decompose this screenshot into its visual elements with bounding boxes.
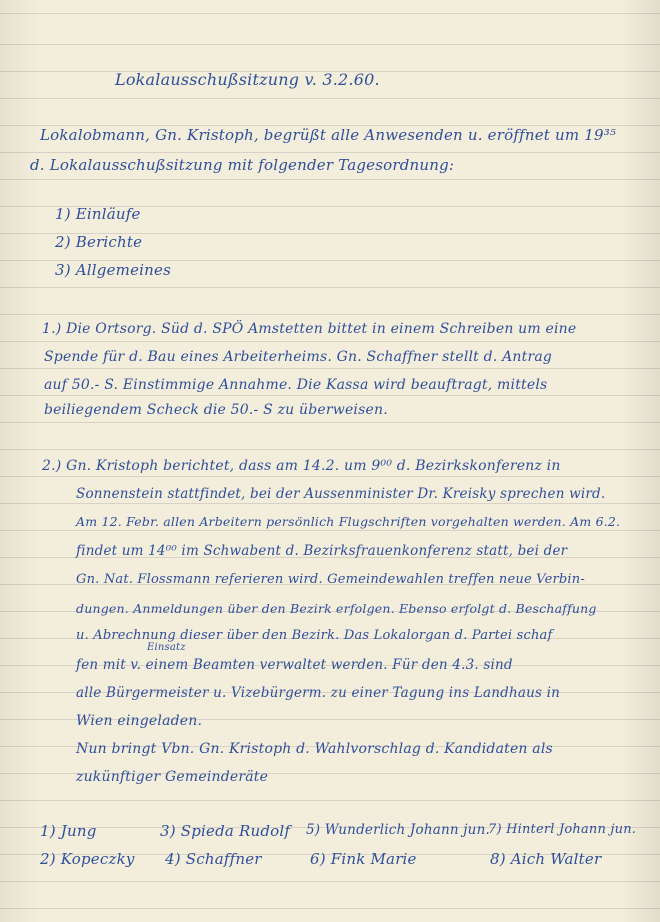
insertion-note: Einsatz (147, 642, 186, 653)
section2-line-5: Gn. Nat. Flossmann referieren wird. Gemeindewahlen treffen neue Verbin- (76, 572, 585, 587)
section2-line-8: fen mit v. einem Beamten verwaltet werden. Für den 4.3. sind (76, 657, 513, 673)
section2-line-7: u. Abrechnung dieser über den Bezirk. Das Lokalorgan d. Partei schaf (76, 628, 553, 643)
section2-line-1: 2.) Gn. Kristoph berichtet, dass am 14.2. um 9⁰⁰ d. Bezirkskonferenz in (42, 458, 561, 474)
section1-line-3: auf 50.- S. Einstimmige Annahme. Die Kassa wird beauftragt, mittels (44, 377, 548, 393)
candidate-1: 1) Jung (40, 822, 97, 840)
section2-line-11: Nun bringt Vbn. Gn. Kristoph d. Wahlvorschlag d. Kandidaten als (76, 741, 553, 757)
section2-line-6: dungen. Anmeldungen über den Bezirk erfolgen. Ebenso erfolgt d. Beschaffung (76, 601, 597, 616)
section1-line-2: Spende für d. Bau eines Arbeiterheims. Gn. Schaffner stellt d. Antrag (44, 349, 553, 365)
agenda-item-1: 1) Einläufe (55, 205, 141, 223)
section1-line-1: 1.) Die Ortsorg. Süd d. SPÖ Amstetten bittet in einem Schreiben um eine (42, 321, 577, 337)
section2-line-10: Wien eingeladen. (76, 713, 203, 729)
intro-line-1: Lokalobmann, Gn. Kristoph, begrüßt alle Anwesenden u. eröffnet um 19³⁵ (40, 126, 617, 144)
section2-line-4: findet um 14⁰⁰ im Schwabent d. Bezirksfrauenkonferenz statt, bei der (76, 543, 568, 559)
agenda-item-2: 2) Berichte (55, 233, 143, 251)
candidate-2: 2) Kopeczky (40, 850, 135, 868)
section2-line-3: Am 12. Febr. allen Arbeitern persönlich Flugschriften vorgehalten werden. Am 6.2. (76, 514, 621, 529)
agenda-item-3: 3) Allgemeines (55, 261, 172, 279)
candidate-3: 3) Spieda Rudolf (160, 822, 291, 840)
intro-line-2: d. Lokalausschußsitzung mit folgender Tagesordnung: (30, 156, 455, 174)
candidate-8: 8) Aich Walter (490, 850, 602, 868)
section2-line-9: alle Bürgermeister u. Vizebürgerm. zu einer Tagung ins Landhaus in (76, 685, 561, 701)
candidate-4: 4) Schaffner (165, 850, 262, 868)
page-title: Lokalausschußsitzung v. 3.2.60. (115, 70, 380, 89)
section2-line-2: Sonnenstein stattfindet, bei der Aussenminister Dr. Kreisky sprechen wird. (76, 486, 606, 502)
candidate-7: 7) Hinterl Johann jun. (488, 822, 637, 837)
candidate-5: 5) Wunderlich Johann jun. (306, 822, 490, 838)
section1-line-4: beiliegendem Scheck die 50.- S zu überweisen. (44, 402, 388, 418)
candidate-6: 6) Fink Marie (310, 850, 417, 868)
section2-line-12: zukünftiger Gemeinderäte (76, 769, 269, 785)
